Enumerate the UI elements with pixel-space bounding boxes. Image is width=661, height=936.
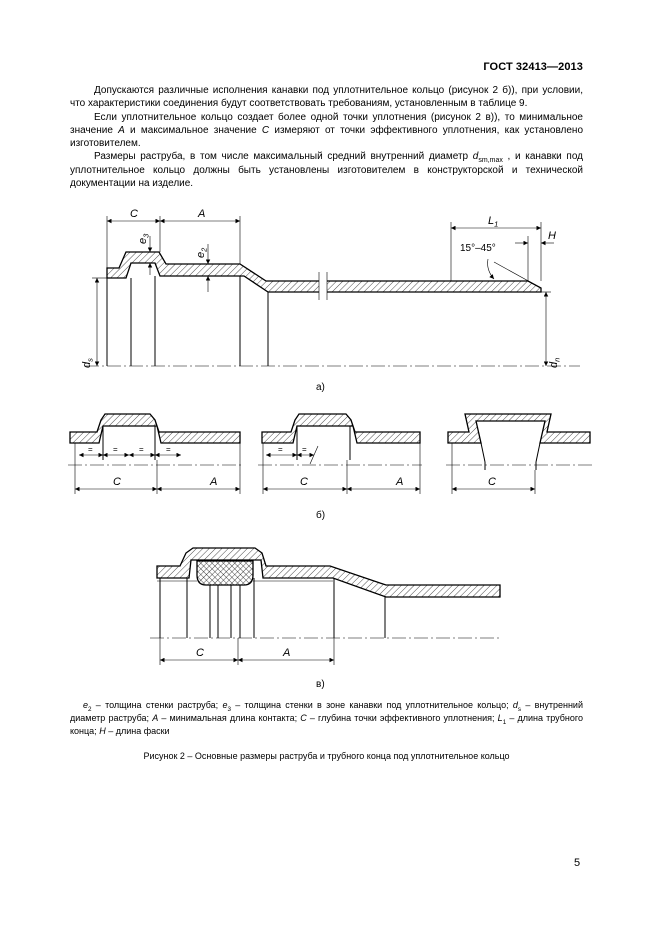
label-letter: e	[137, 237, 149, 244]
symbol-d: d	[472, 151, 479, 163]
equal-mark: =	[113, 445, 118, 454]
legend-text: – внутренний диаметр раструба;	[70, 700, 583, 723]
dimension-label-c: C	[196, 647, 204, 659]
dimension-label-l1	[488, 215, 498, 229]
equal-mark: =	[88, 445, 93, 454]
legend-symbol: e	[83, 700, 89, 710]
figure-b	[68, 414, 592, 521]
paragraph-1: Допускаются различные исполнения канавки под уплотнительное кольцо (рисунок 2 б)), при условии, что характеристики соединения будут соответствовать требованиям, установленным в таблице 9.	[70, 85, 583, 110]
chamfer-angle-label: 15°–45°	[460, 243, 496, 254]
legend-text: – глубина точки эффективного уплотнения;	[306, 713, 498, 723]
legend-subscript: 1	[502, 718, 507, 726]
symbol-subscript: sm,max	[478, 157, 503, 165]
document-id-header: ГОСТ 32413—2013	[483, 61, 583, 73]
paragraph-2	[70, 111, 583, 151]
chamfer-angle-arc	[488, 259, 494, 279]
label-subscript: 1	[494, 219, 499, 229]
groove-profile-line	[536, 443, 540, 462]
legend-subscript: s	[517, 705, 522, 713]
paragraph-2-text: и максимальное значение	[124, 124, 262, 136]
legend-text: – минимальная длина контакта;	[158, 713, 301, 723]
figure-b-sketch-1	[68, 414, 242, 494]
equal-mark: =	[302, 445, 307, 454]
figure-b-sketch-2	[258, 414, 422, 494]
dimension-label-c: C	[113, 476, 121, 488]
legend-symbol: C	[300, 713, 307, 723]
figure-caption: Рисунок 2 – Основные размеры раструба и трубного конца под уплотнительное кольцо	[143, 751, 510, 761]
dimension-label-h: H	[548, 230, 556, 242]
figure-v	[150, 548, 500, 690]
sealing-ring	[197, 561, 253, 585]
label-letter: d	[81, 361, 93, 368]
dimension-label-c: C	[130, 208, 138, 220]
dimension-label-c: C	[488, 476, 496, 488]
label-subscript: 2	[199, 247, 209, 252]
dimension-label-a: A	[396, 476, 404, 488]
socket-wall	[448, 414, 590, 443]
equal-mark: =	[278, 445, 283, 454]
paragraph-3-text: Размеры раструба, в том числе максимальный средний внутренний диаметр	[94, 151, 473, 163]
equal-mark: =	[166, 445, 171, 454]
figure-b-sketch-3	[446, 414, 592, 494]
legend-symbol: L	[497, 713, 503, 723]
legend-symbol: H	[99, 726, 106, 736]
symbol-c: C	[261, 124, 270, 136]
paragraph-3-text: , и канавки под уплотнительное кольцо должны быть установлены изготовителем в конструкторской и технической документации на изделие.	[70, 151, 584, 190]
label-subscript: n	[552, 357, 562, 362]
dimension-label-e2	[195, 247, 209, 258]
legend-subscript: 2	[88, 705, 92, 713]
label-letter: e	[195, 251, 207, 258]
figure-legend	[70, 699, 583, 738]
dimension-label-e3	[137, 233, 151, 244]
equal-mark: =	[139, 445, 144, 454]
label-subscript: s	[85, 358, 95, 362]
legend-symbol: e	[222, 700, 228, 710]
label-letter: d	[548, 361, 560, 368]
panel-label-a: а)	[316, 382, 325, 393]
symbol-a: A	[118, 124, 125, 136]
dimension-label-c: C	[300, 476, 308, 488]
panel-label-b: б)	[316, 510, 326, 521]
dimension-label-ds	[81, 358, 95, 368]
legend-text: – толщина стенки в зоне канавки под уплотнительное кольцо;	[230, 700, 513, 710]
panel-label-v: в)	[316, 679, 325, 690]
legend-symbol: A	[152, 713, 159, 723]
dimension-label-a: A	[283, 647, 291, 659]
groove-profile-line	[481, 443, 485, 462]
legend-text: – длина фаски	[105, 726, 170, 736]
paragraph-2-text: Если уплотнительное кольцо создает более одной точки уплотнения (рисунок 2 в)), то минимальное значение	[70, 111, 583, 136]
label-letter: L	[488, 215, 495, 227]
legend-text: – толщина стенки раструба;	[91, 700, 223, 710]
pipe-break-gap	[319, 279, 327, 294]
paragraph-2-text: измеряют от точки эффективного уплотнения, как установлено изготовителем.	[70, 124, 584, 150]
legend-text: – длина трубного конца;	[70, 713, 583, 736]
socket-wall	[262, 414, 420, 443]
page-number: 5	[574, 857, 581, 869]
label-subscript: 3	[141, 233, 151, 238]
paragraph-3	[70, 150, 583, 190]
legend-subscript: 3	[227, 705, 231, 713]
dimension-label-dn	[548, 358, 562, 368]
dimension-label-a: A	[210, 476, 218, 488]
legend-symbol: d	[512, 700, 518, 710]
figure-a	[81, 208, 580, 393]
body-text	[70, 84, 583, 190]
dimension-label-a: A	[198, 208, 206, 220]
